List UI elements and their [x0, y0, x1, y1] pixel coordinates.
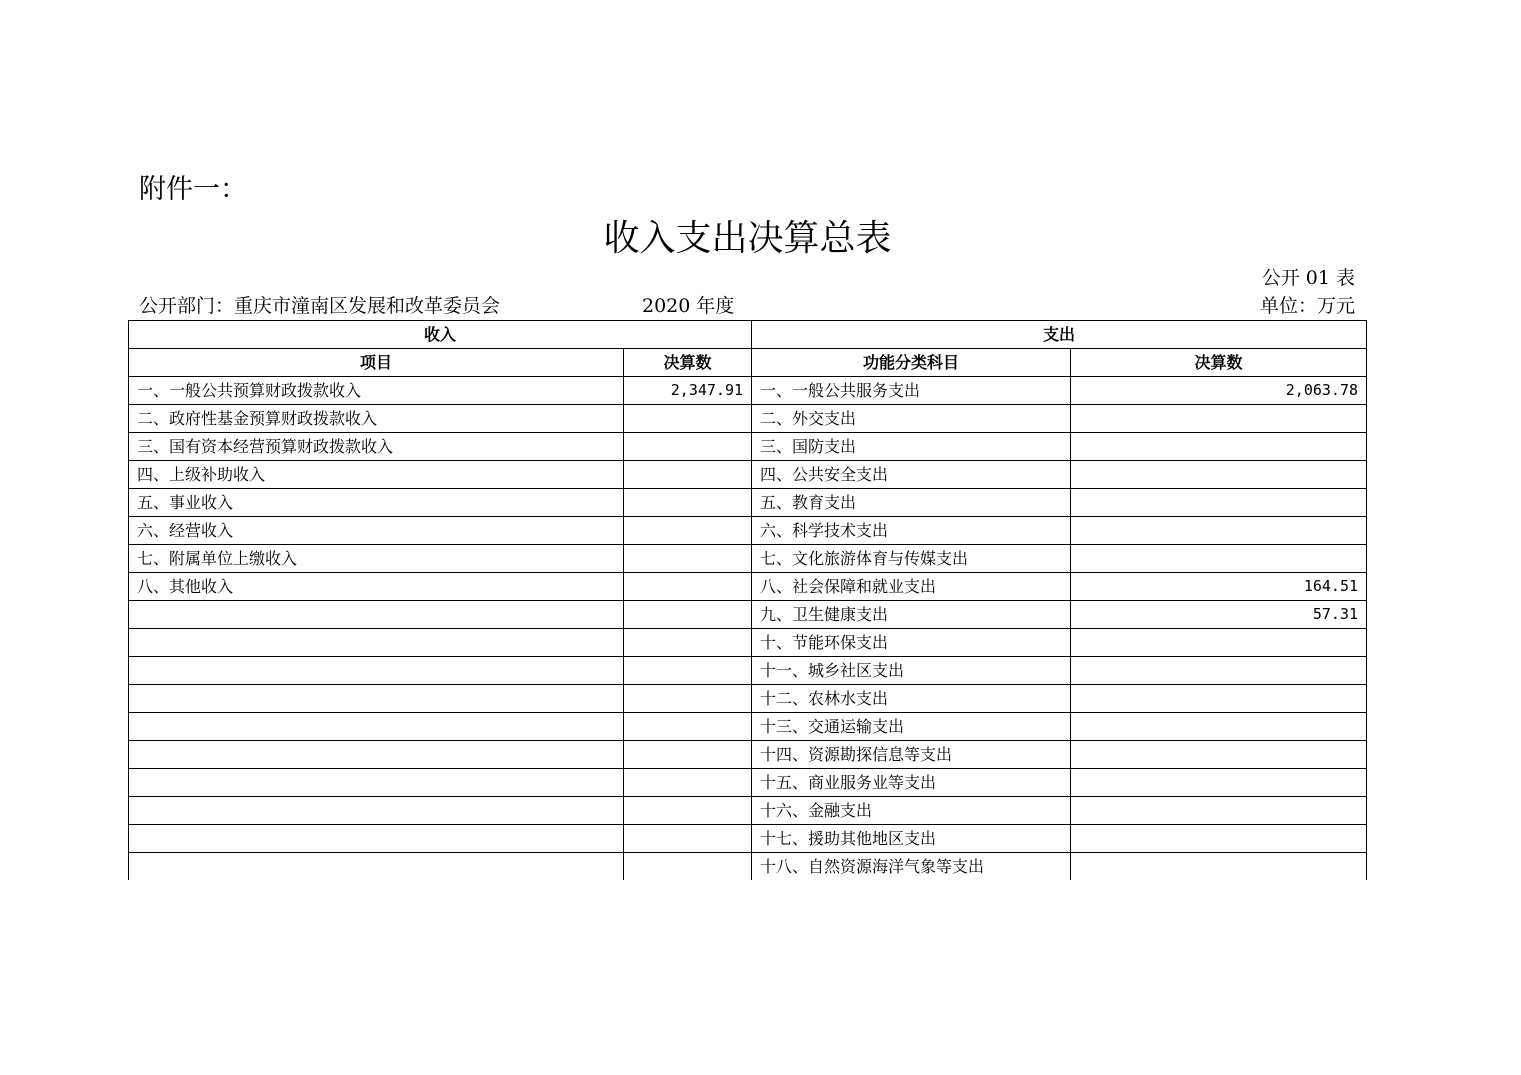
income-item-cell: 六、经营收入: [129, 517, 624, 545]
income-amount-cell: [624, 797, 752, 825]
table-row: [129, 657, 1367, 685]
expense-item-cell: 十四、资源勘探信息等支出: [752, 741, 1071, 769]
col-header-function: 功能分类科目: [752, 349, 1071, 377]
income-amount-cell: [624, 573, 752, 601]
table-row: [129, 461, 1367, 489]
income-amount-cell: [624, 489, 752, 517]
expense-item-cell: 一、一般公共服务支出: [752, 377, 1071, 405]
expense-amount-cell: [1071, 405, 1367, 433]
expense-amount-cell: [1071, 741, 1367, 769]
income-amount-cell: [624, 685, 752, 713]
expense-amount-cell: [1071, 489, 1367, 517]
fiscal-year: 2020 年度: [642, 295, 735, 317]
income-item-cell: [129, 629, 624, 657]
income-amount-cell: [624, 825, 752, 853]
income-item-cell: 八、其他收入: [129, 573, 624, 601]
table-row: [129, 433, 1367, 461]
expense-amount-cell: 2,063.78: [1071, 377, 1367, 405]
table-row: [129, 573, 1367, 601]
expense-item-cell: 四、公共安全支出: [752, 461, 1071, 489]
expense-amount-cell: [1071, 461, 1367, 489]
table-row: [129, 853, 1367, 881]
table-row: [129, 629, 1367, 657]
expense-amount-cell: [1071, 545, 1367, 573]
income-item-cell: [129, 769, 624, 797]
expense-amount-cell: [1071, 517, 1367, 545]
expense-amount-cell: [1071, 853, 1367, 881]
income-amount-cell: [624, 713, 752, 741]
income-item-cell: [129, 853, 624, 881]
page-title: 收入支出决算总表: [603, 218, 892, 259]
expense-item-cell: 十五、商业服务业等支出: [752, 769, 1071, 797]
expense-item-cell: 十一、城乡社区支出: [752, 657, 1071, 685]
expense-item-cell: 十七、援助其他地区支出: [752, 825, 1071, 853]
income-section-header: 收入: [129, 321, 752, 349]
expense-item-cell: 七、文化旅游体育与传媒支出: [752, 545, 1071, 573]
table-row: [129, 685, 1367, 713]
income-item-cell: [129, 657, 624, 685]
expense-item-cell: 十三、交通运输支出: [752, 713, 1071, 741]
income-amount-cell: [624, 769, 752, 797]
expense-item-cell: 十二、农林水支出: [752, 685, 1071, 713]
expense-item-cell: 三、国防支出: [752, 433, 1071, 461]
expense-amount-cell: [1071, 629, 1367, 657]
table-row: [129, 797, 1367, 825]
income-amount-cell: [624, 657, 752, 685]
table-row: [129, 769, 1367, 797]
unit-label: 单位：万元: [1259, 295, 1355, 317]
income-item-cell: [129, 741, 624, 769]
income-item-cell: [129, 685, 624, 713]
expense-item-cell: 十、节能环保支出: [752, 629, 1071, 657]
table-code: 公开 01 表: [1261, 267, 1355, 289]
expense-item-cell: 八、社会保障和就业支出: [752, 573, 1071, 601]
income-item-cell: [129, 713, 624, 741]
col-header-income-amount: 决算数: [624, 349, 752, 377]
income-amount-cell: [624, 517, 752, 545]
attachment-label: 附件一：: [139, 174, 247, 205]
expense-section-header: 支出: [752, 321, 1367, 349]
table-row: [129, 377, 1367, 405]
table-row: [129, 825, 1367, 853]
income-amount-cell: [624, 853, 752, 881]
expense-item-cell: 十六、金融支出: [752, 797, 1071, 825]
department-label: 公开部门：重庆市潼南区发展和改革委员会: [139, 295, 501, 317]
income-item-cell: 一、一般公共预算财政拨款收入: [129, 377, 624, 405]
income-amount-cell: 2,347.91: [624, 377, 752, 405]
expense-amount-cell: [1071, 685, 1367, 713]
expense-amount-cell: [1071, 713, 1367, 741]
table-row: [129, 489, 1367, 517]
table-body: [129, 377, 1367, 881]
expense-amount-cell: [1071, 825, 1367, 853]
income-item-cell: 二、政府性基金预算财政拨款收入: [129, 405, 624, 433]
expense-item-cell: 九、卫生健康支出: [752, 601, 1071, 629]
expense-item-cell: 五、教育支出: [752, 489, 1071, 517]
income-amount-cell: [624, 405, 752, 433]
income-item-cell: [129, 797, 624, 825]
table-row: [129, 545, 1367, 573]
table-row: [129, 601, 1367, 629]
expense-amount-cell: [1071, 797, 1367, 825]
budget-summary-table: [128, 320, 1367, 880]
income-amount-cell: [624, 629, 752, 657]
expense-item-cell: 六、科学技术支出: [752, 517, 1071, 545]
income-item-cell: 三、国有资本经营预算财政拨款收入: [129, 433, 624, 461]
expense-amount-cell: [1071, 433, 1367, 461]
income-amount-cell: [624, 741, 752, 769]
col-header-expense-amount: 决算数: [1071, 349, 1367, 377]
section-header-row: [129, 321, 1367, 349]
income-item-cell: 五、事业收入: [129, 489, 624, 517]
expense-amount-cell: [1071, 769, 1367, 797]
expense-item-cell: 二、外交支出: [752, 405, 1071, 433]
income-amount-cell: [624, 461, 752, 489]
income-amount-cell: [624, 545, 752, 573]
expense-amount-cell: [1071, 657, 1367, 685]
income-item-cell: [129, 825, 624, 853]
income-amount-cell: [624, 433, 752, 461]
income-item-cell: 四、上级补助收入: [129, 461, 624, 489]
table-row: [129, 713, 1367, 741]
table-row: [129, 517, 1367, 545]
table-row: [129, 405, 1367, 433]
income-item-cell: [129, 601, 624, 629]
col-header-item: 项目: [129, 349, 624, 377]
income-amount-cell: [624, 601, 752, 629]
income-item-cell: 七、附属单位上缴收入: [129, 545, 624, 573]
column-header-row: [129, 349, 1367, 377]
expense-item-cell: 十八、自然资源海洋气象等支出: [752, 853, 1071, 881]
expense-amount-cell: 164.51: [1071, 573, 1367, 601]
expense-amount-cell: 57.31: [1071, 601, 1367, 629]
table-row: [129, 741, 1367, 769]
